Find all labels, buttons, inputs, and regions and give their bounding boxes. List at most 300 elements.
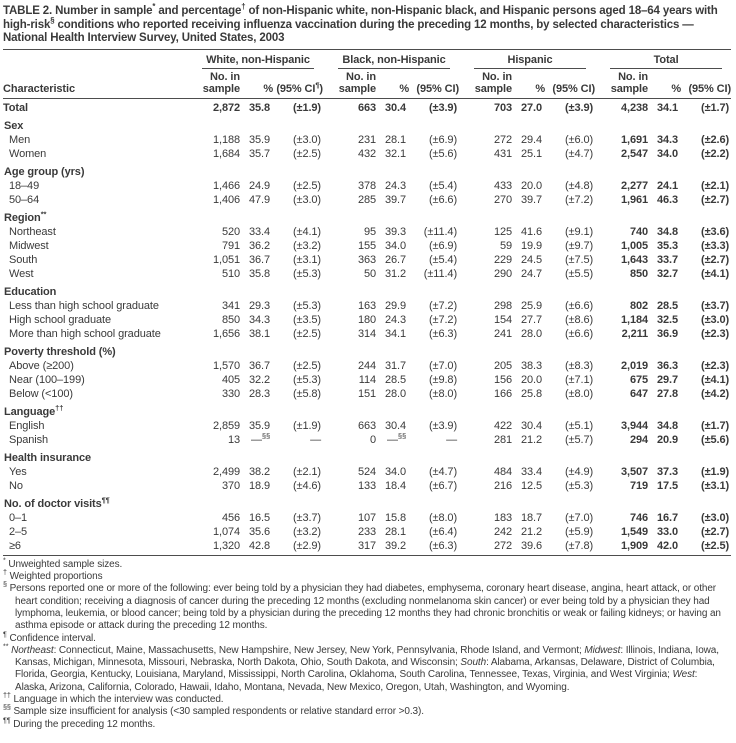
table-cell: 16.7 [657,511,679,524]
superscript-marker: ¶¶ [3,715,11,725]
section-label: Language†† [4,403,64,418]
table-cell: (±6.6) [428,193,458,206]
table-cell: 281 [493,433,513,446]
footnote-italic-term: West [672,669,695,681]
table-cell: 2,211 [621,327,649,340]
row-label: English [9,419,45,432]
table-cell: 35.8 [248,101,270,114]
table-cell: (±9.1) [564,225,594,238]
table-cell: 405 [221,373,240,386]
table-cell: 19.9 [521,239,543,252]
superscript-marker: † [241,2,246,12]
table-cell: 28.3 [248,387,270,400]
table-cell: 675 [629,373,649,386]
table-cell: 520 [221,225,240,238]
table-cell: 34.0 [384,465,406,478]
row-label: Near (100–199) [9,373,85,386]
table-cell: 15.8 [384,511,406,524]
group-header-row [3,50,731,70]
table-cell: 18.9 [248,479,270,492]
table-cell: 17.5 [657,479,679,492]
table-cell: 36.9 [657,327,679,340]
row-label: Above (≥200) [9,359,74,372]
superscript-marker: ¶ [315,80,320,90]
table-cell: (±2.5) [292,359,321,372]
table-cell: 233 [357,525,376,538]
row-label: Yes [9,465,27,478]
row-label: Less than high school graduate [9,299,159,312]
row-english [3,419,731,433]
group-header-black-non-hispanic [323,50,459,70]
table-cell: (±6.9) [428,133,458,146]
table-cell: (±3.7) [292,511,321,524]
table-cell: (±5.3) [292,373,321,386]
table-cell: (±6.3) [428,327,458,340]
col-header-ci: (95% CI) [409,70,459,99]
row-sex [3,115,731,133]
superscript-marker: §§ [261,431,270,441]
table-cell: (±1.9) [292,101,321,114]
row-west [3,267,731,281]
table-cell: (±2.5) [292,179,321,192]
row-2-5 [3,525,731,539]
table-cell: (±6.4) [428,525,458,538]
table-body [3,98,731,555]
table-cell: (±3.2) [292,525,321,538]
table-cell: 34.3 [657,133,679,146]
table-cell: 1,051 [212,253,240,266]
footnote-italic-term: Midwest [584,644,621,656]
row-label: No [9,479,23,492]
footnote-5: ** Northeast: Connecticut, Maine, Massachusetts, New Hampshire, New Jersey, New York, Pennsylvania, Rhode Island, and Vermont; Midwest: Illinois, Indiana, Iowa, Kansas, Michigan, Minnesota, Missouri, Nebraska, North Dakota, Ohio, South Dakota, and Wisconsin; South: Alabama, Arkansas, Delaware, District of Columbia, Florida, Georgia, Kentucky, Louisiana, Maryland, Mississippi, North Carolina, Oklahoma, South Carolina, Tennessee, Texas, Virginia, and West Virginia; West: Alaska, Arizona, California, Colorado, Hawaii, Idaho, Montana, Nevada, New Mexico, Oregon, Utah, Washington, and Wyoming. [3,641,719,693]
col-header-percent: % [376,70,409,99]
group-header-label: Black, non-Hispanic [338,54,450,69]
table-cell: 24.1 [657,179,679,192]
row-label: West [9,267,34,280]
table-cell: 36.2 [248,239,270,252]
table-cell: (±4.7) [564,147,594,160]
table-cell: (±7.2) [428,313,458,326]
table-cell: 1,684 [212,147,240,160]
table-cell: 38.2 [248,465,270,478]
table-cell: 28.1 [384,133,406,146]
row-language [3,401,731,419]
table-cell: (±2.5) [292,147,321,160]
table-cell: 50 [363,267,376,280]
superscript-marker: * [152,2,156,12]
row-more-than-high-school-graduate [3,327,731,341]
table-cell: 125 [493,225,513,238]
table-header [3,50,731,99]
row-health-insurance [3,447,731,465]
table-cell: (±5.9) [564,525,594,538]
table-cell: 341 [221,299,240,312]
table-cell: 28.5 [384,373,406,386]
table-cell: 114 [358,373,376,386]
row-label: More than high school graduate [9,327,161,340]
table-cell: 272 [459,539,512,556]
footnote-3: § Persons reported one or more of the following: ever being told by a physician they had diabetes, emphysema, coronary heart disease, angina, heart attack, or other heart condition; receiving a diagnosis of cancer during the preceding 12 months (excluding nonmelanoma skin cancer) or ever being told by a physician they had lymphoma, leukemia, or blood cancer; being told by a physician during the preceding 12 months they had chronic bronchitis or weak or failing kidneys; or having an asthma episode or attack during the preceding 12 months. [3,580,721,632]
table-cell: (±1.7) [701,419,730,432]
table-cell: 1,549 [621,525,649,538]
row-label: High school graduate [9,313,111,326]
table-cell: 42.0 [648,539,681,556]
row-0-1 [3,511,731,525]
table-cell: 24.9 [248,179,270,192]
table-cell: 34.0 [657,147,679,160]
table-cell: (±4.1) [292,225,321,238]
superscript-marker: †† [3,690,11,700]
table-cell: (±2.5) [681,539,731,556]
table-cell: 1,074 [212,525,240,538]
table-cell: 31.2 [384,267,406,280]
table-cell: (±2.3) [701,359,730,372]
footnote-2: † Weighted proportions [3,567,103,583]
row-midwest [3,239,731,253]
table-cell: (±5.7) [564,433,594,446]
group-header-hispanic [459,50,595,70]
section-label: Age group (yrs) [4,165,85,178]
table-cell: 1,961 [621,193,649,206]
row-label: Women [9,147,47,160]
section-label: Poverty threshold (%) [4,345,116,358]
row-label: Men [9,133,31,146]
table-cell: 33.7 [657,253,679,266]
superscript-marker: §§ [397,431,406,441]
table-cell: (±3.3) [701,239,730,252]
table-cell: (±3.1) [292,253,321,266]
table-cell: (±5.4) [428,253,458,266]
table-cell: 59 [499,239,513,252]
table-cell: 370 [221,479,240,492]
table-cell: (±5.8) [292,387,321,400]
table-cell: 21.2 [521,433,543,446]
col-header-percent: % [512,70,545,99]
row-label: 18–49 [9,179,40,192]
table-cell: 34.8 [657,419,679,432]
table-cell: (±5.6) [701,433,730,446]
table-cell: (±3.0) [701,511,730,524]
table-cell: 35.7 [248,147,270,160]
table-cell: 95 [363,225,376,238]
table-cell: (±2.1) [701,179,730,192]
table-cell: (±8.0) [564,387,594,400]
table-cell: 330 [221,387,240,400]
table-cell: (±5.3) [292,267,321,280]
table-cell: 2,499 [212,465,240,478]
col-header-no-in-sample: No. in sample [323,70,376,99]
table-cell: 1,406 [212,193,240,206]
table-cell: 35.6 [248,525,270,538]
table-cell: 242 [493,525,513,538]
row-spanish [3,433,731,447]
row-region [3,207,731,225]
footnote-7: §§ Sample size insufficient for analysis (<30 sampled respondents or relative standard error >0.3). [3,703,424,718]
data-table [3,50,731,556]
table-cell: 36.3 [657,359,679,372]
table-cell: 34.1 [384,327,406,340]
table-cell: (±3.0) [292,133,321,146]
table-cell: 31.7 [384,359,406,372]
table-cell: (±5.4) [428,179,458,192]
table-cell: 39.7 [384,193,406,206]
table-cell: 29.9 [384,299,406,312]
table-cell: 2,859 [212,419,240,432]
table-cell: 39.7 [521,193,543,206]
table-cell: (±2.2) [701,147,730,160]
footnote-4: ¶ Confidence interval. [3,629,96,644]
row-label: 50–64 [9,193,40,206]
col-header-no-in-sample: No. in sample [595,70,648,99]
table-cell: 37.3 [657,465,679,478]
table-cell: (±4.1) [701,373,730,386]
table-cell: 484 [493,465,513,478]
table-cell: 18.7 [521,511,543,524]
table-cell: 156 [493,373,513,386]
table-cell: 2,547 [621,147,649,160]
table-cell: (±4.9) [564,465,594,478]
table-cell: (±3.0) [701,313,730,326]
table-cell: (±9.8) [428,373,458,386]
table-cell: 719 [629,479,649,492]
table-cell: 1,005 [621,239,649,252]
row-label: 2–5 [9,525,28,538]
footnotes [3,555,731,731]
row-label: Northeast [9,225,56,238]
table-cell: 791 [221,239,240,252]
table-cell: 34.8 [657,225,679,238]
table-cell: 35.9 [248,133,270,146]
superscript-marker: ** [3,641,9,651]
table-cell: —§§ [250,431,270,446]
table-cell: 433 [493,179,513,192]
table-cell: (±3.5) [292,313,321,326]
table-cell: (±2.7) [701,525,730,538]
table-cell: 34.0 [384,239,406,252]
table-cell: 363 [357,253,376,266]
table-cell: 32.5 [657,313,679,326]
table-cell: 2,872 [212,101,240,114]
table-cell: 41.6 [521,225,543,238]
table-cell: 183 [493,511,513,524]
col-header-percent: % [648,70,681,99]
table-cell: (±7.2) [564,193,594,206]
table-cell: (±5.1) [564,419,594,432]
row-northeast [3,225,731,239]
table-cell: 0 [369,433,376,446]
table-cell: (±11.4) [423,225,458,238]
superscript-marker: † [3,567,7,577]
table-cell: (±5.3) [564,479,594,492]
table-cell: 28.1 [384,525,406,538]
table-cell: 270 [493,193,513,206]
table-cell: (±2.5) [292,327,321,340]
superscript-marker: § [50,15,55,25]
table-cell: (±6.7) [428,479,458,492]
row-label: ≥6 [3,539,187,556]
superscript-marker: ** [40,209,47,219]
table-cell: (±9.7) [564,239,594,252]
table-cell: (±8.0) [428,387,458,400]
table-cell: 850 [221,313,240,326]
section-label: Health insurance [4,451,92,464]
table-cell: 24.5 [521,253,543,266]
table-cell: (±6.9) [428,239,458,252]
row-south [3,253,731,267]
group-header-white-non-hispanic [187,50,323,70]
table-cell: 20.0 [521,373,543,386]
table-cell: (±2.3) [701,327,730,340]
table-cell: 154 [493,313,513,326]
row-18-49 [3,179,731,193]
table-cell: (±1.7) [701,101,730,114]
table-cell: 2,277 [621,179,649,192]
table-cell: 1,320 [187,539,240,556]
row-50-64 [3,193,731,207]
table-cell: 1,691 [621,133,649,146]
table-cell: 1,188 [212,133,240,146]
section-label: Sex [4,119,24,132]
table-cell: 422 [493,419,513,432]
table-cell: 314 [357,327,376,340]
table-cell: (±4.7) [428,465,458,478]
row-label: Spanish [9,433,49,446]
table-cell: 378 [357,179,376,192]
row-near-100-199 [3,373,731,387]
table-cell: 12.5 [521,479,543,492]
table-cell: (±5.5) [564,267,594,280]
table-cell: 42.8 [240,539,273,556]
table-cell: 2,019 [621,359,649,372]
table-cell: 28.5 [657,299,679,312]
footnote-1: * Unweighted sample sizes. [3,555,123,570]
group-header-label: Hispanic [474,54,586,69]
table-cell: 205 [493,359,513,372]
superscript-marker: ¶ [3,629,7,639]
table-cell: 290 [493,267,513,280]
row-label: Total [3,101,28,114]
sub-header-row [3,70,731,99]
table-cell: 24.7 [521,267,543,280]
table-cell: 36.7 [248,253,270,266]
table-cell: 35.8 [248,267,270,280]
table-cell: (±7.0) [428,359,458,372]
table-cell: 294 [629,433,649,446]
table-cell: (±11.4) [423,267,458,280]
table-cell: 46.3 [657,193,679,206]
table-cell: 27.8 [657,387,679,400]
table-cell: (±6.0) [564,133,594,146]
characteristic-header: Characteristic [3,70,187,99]
row-yes [3,465,731,479]
table-cell: 1,909 [595,539,648,556]
table-cell: (±3.1) [701,479,730,492]
table-cell: 4,238 [621,101,649,114]
table-cell: (±4.8) [564,179,594,192]
table-cell: (±4.1) [701,267,730,280]
row-label: Midwest [9,239,49,252]
table-cell: 20.9 [657,433,679,446]
section-label: Region** [4,209,47,224]
table-cell: (±1.9) [701,465,730,478]
table-cell: 1,466 [212,179,240,192]
table-cell: 510 [221,267,240,280]
table-cell: (±3.0) [292,193,321,206]
table-cell: 431 [493,147,513,160]
table-cell: 34.1 [657,101,679,114]
superscript-marker: §§ [3,703,11,713]
row-poverty-threshold [3,341,731,359]
table-cell: 35.3 [657,239,679,252]
table-cell: —§§ [386,431,406,446]
table-cell: 133 [357,479,376,492]
row-men [3,133,731,147]
table-cell: (±6.6) [564,299,594,312]
table-cell: 456 [221,511,240,524]
table-cell: 244 [357,359,376,372]
table-cell: 36.7 [248,359,270,372]
table-cell: 39.6 [512,539,545,556]
table-cell: (±7.8) [545,539,595,556]
table-cell: (±8.3) [564,359,594,372]
table-cell: 241 [493,327,513,340]
table-cell: — [310,433,321,446]
table-cell: 298 [493,299,513,312]
col-header-no-in-sample: No. in sample [459,70,512,99]
table-cell: 524 [357,465,376,478]
table-cell: 24.3 [384,313,406,326]
table-cell: 802 [629,299,649,312]
table-cell: (±8.6) [564,313,594,326]
table-cell: 29.4 [521,133,543,146]
table-cell: 26.7 [384,253,406,266]
table-cell: 30.4 [384,101,406,114]
table-cell: 166 [493,387,513,400]
table-cell: 38.3 [521,359,543,372]
footnote-italic-term: South [460,657,487,669]
table-cell: 285 [357,193,376,206]
col-header-ci: (95% CI) [545,70,595,99]
table-cell: 25.9 [521,299,543,312]
superscript-marker: ¶¶ [101,495,110,505]
table-cell: 33.0 [657,525,679,538]
table-cell: 1,643 [621,253,649,266]
table-cell: 180 [357,313,376,326]
table-cell: 32.7 [657,267,679,280]
row-label: South [9,253,38,266]
row-no [3,479,731,493]
row-high-school-graduate [3,313,731,327]
superscript-marker: § [3,580,7,590]
table-cell: 25.8 [521,387,543,400]
table-cell: 229 [493,253,513,266]
table-cell: 151 [357,387,376,400]
table-cell: (±3.9) [428,419,458,432]
table-cell: (±6.3) [409,539,459,556]
table-cell: 3,507 [621,465,649,478]
table-cell: 740 [629,225,649,238]
table-cell: (±2.6) [701,133,730,146]
footnote-italic-term: Northeast [11,644,54,656]
table-cell: 32.1 [384,147,406,160]
table-cell: (±2.7) [701,253,730,266]
row-education [3,281,731,299]
row-6 [3,539,731,556]
table-cell: 28.0 [521,327,543,340]
table-cell: 39.2 [376,539,409,556]
section-label: Education [4,285,57,298]
table-cell: 21.2 [521,525,543,538]
